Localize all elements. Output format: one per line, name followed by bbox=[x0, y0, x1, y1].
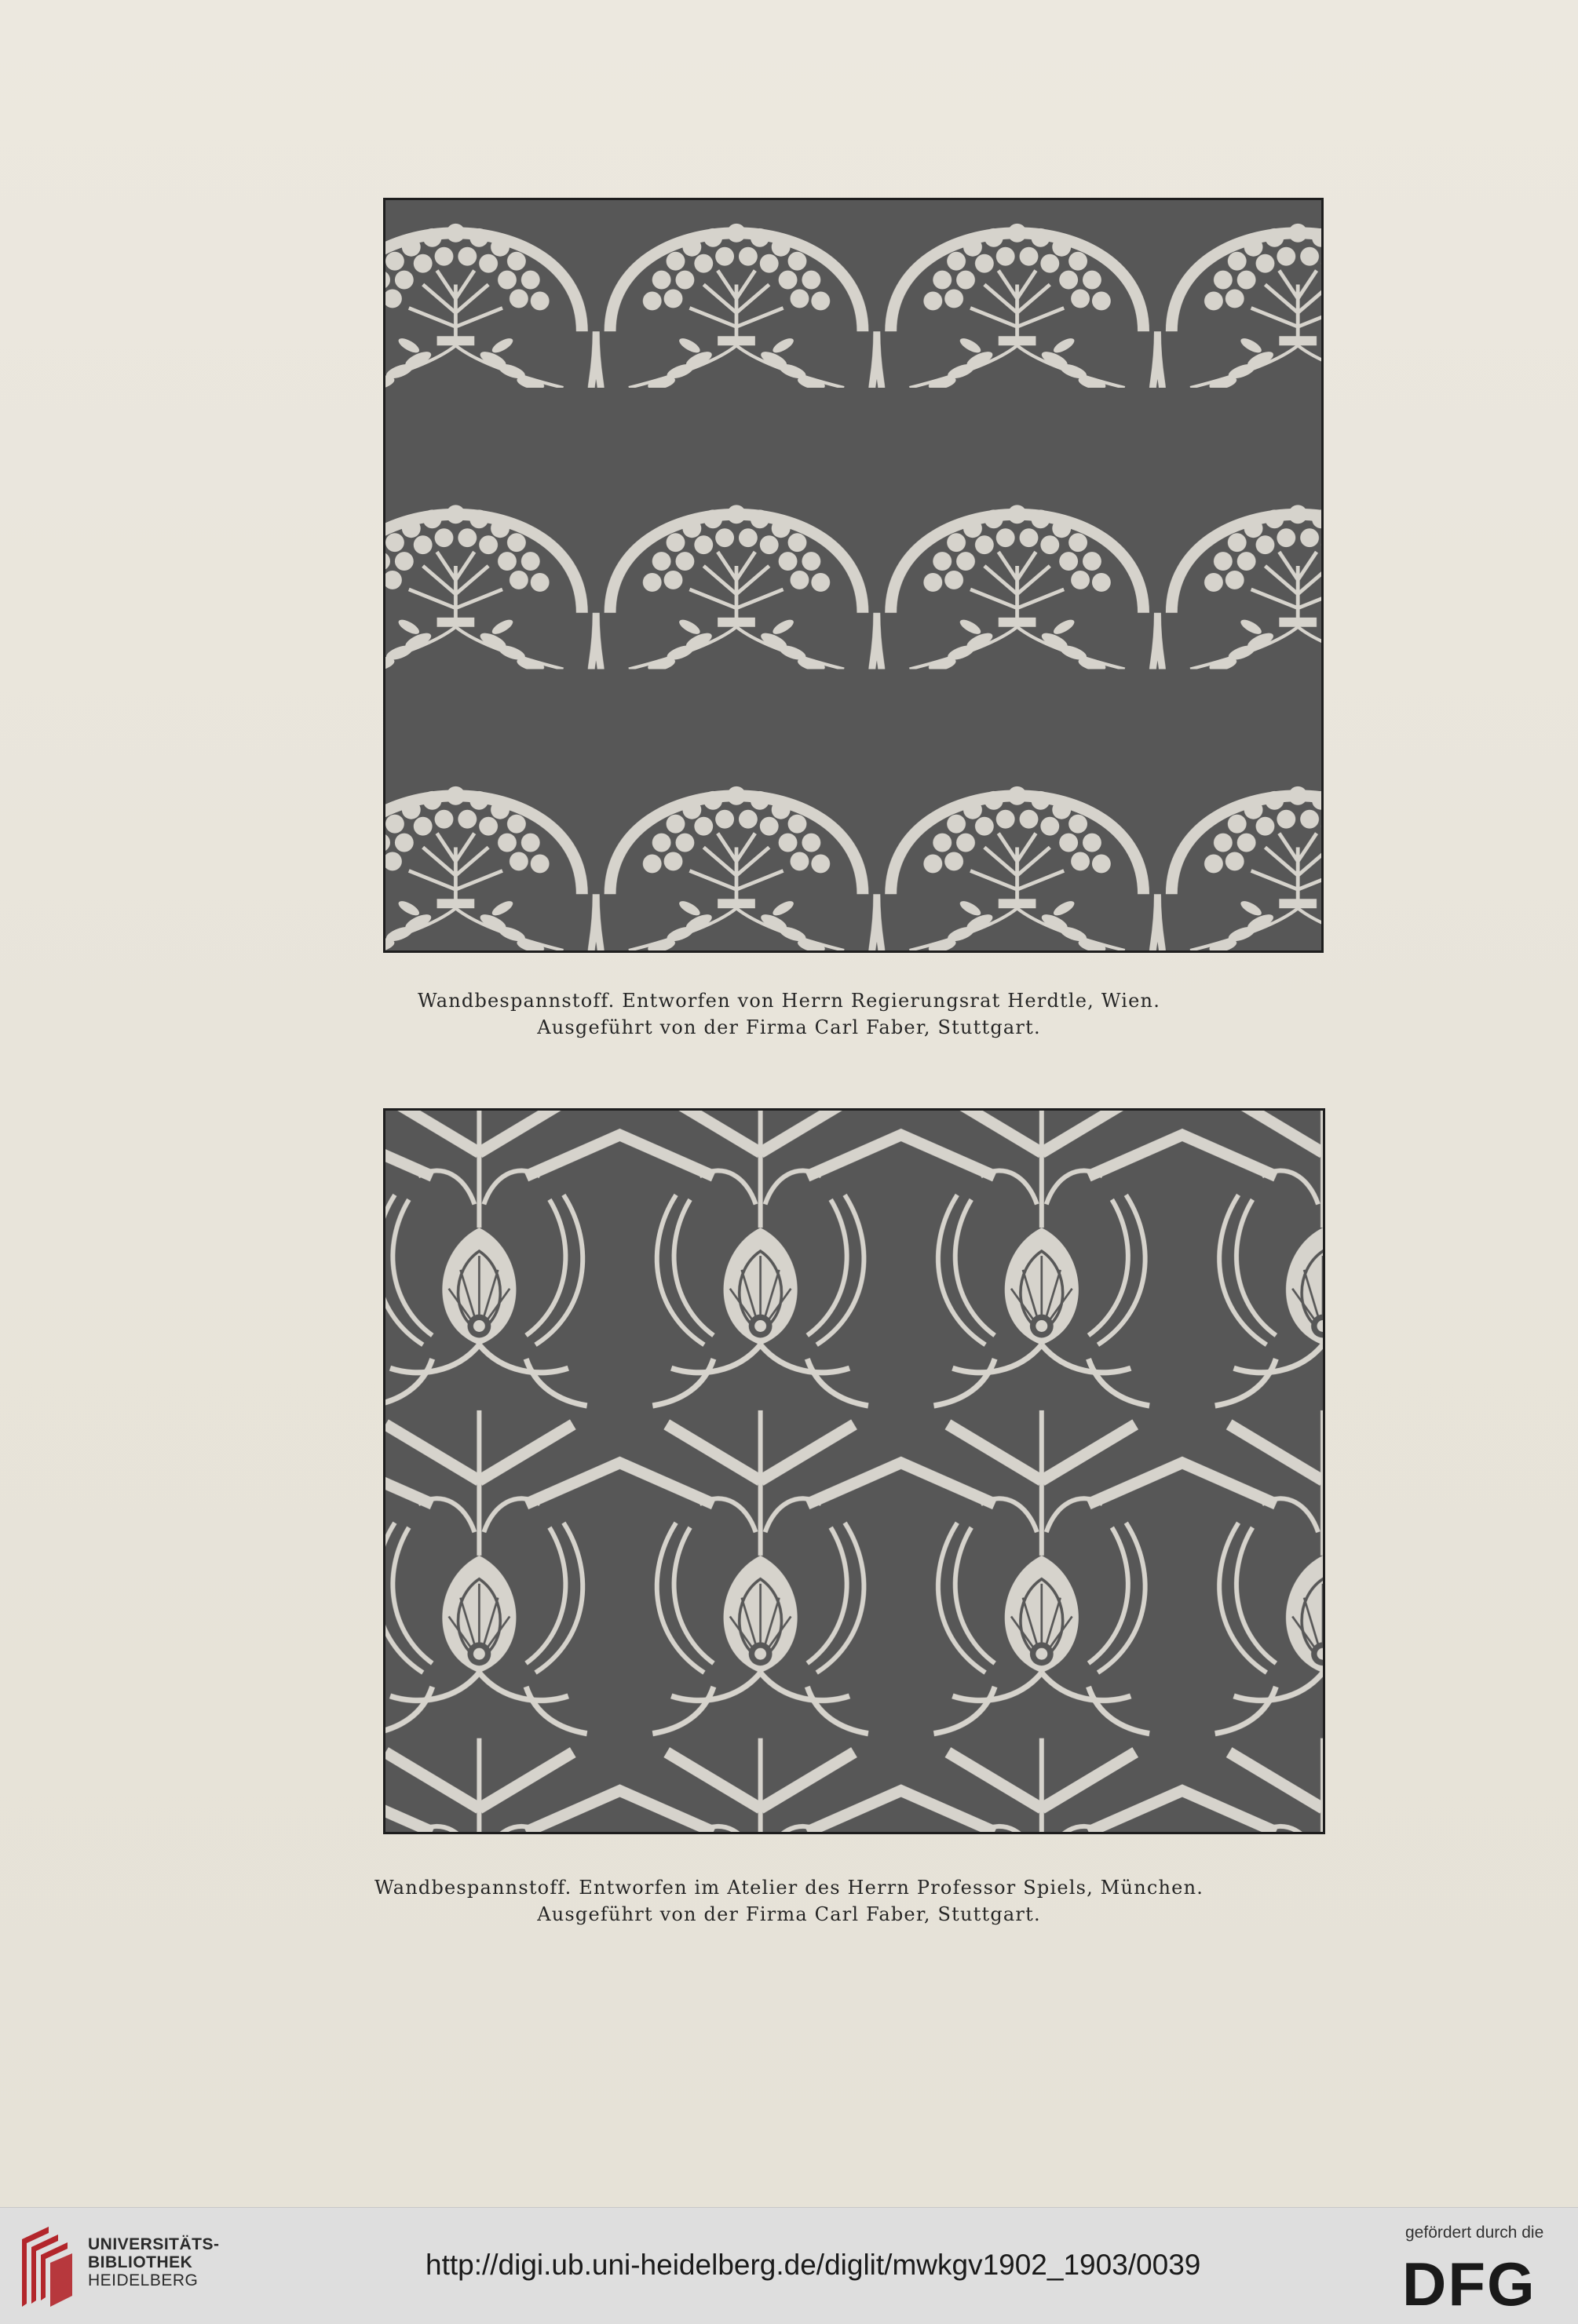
dfg-logo[interactable]: DFG bbox=[1402, 2249, 1536, 2319]
funding-note: gefördert durch die bbox=[1405, 2224, 1544, 2242]
plate-2-caption bbox=[0, 1874, 1578, 1928]
tree-pattern-illustration bbox=[385, 200, 1321, 950]
footer-bar bbox=[0, 2207, 1578, 2324]
fabric-plate-tree-pattern bbox=[383, 198, 1324, 953]
library-name[interactable] bbox=[88, 2235, 220, 2289]
permalink-url[interactable]: http://digi.ub.uni-heidelberg.de/diglit/mwkgv1902_1903/0039 bbox=[426, 2249, 1201, 2281]
library-name-line: BIBLIOTHEK bbox=[88, 2253, 193, 2271]
fabric-plate-peacock-pattern bbox=[383, 1108, 1325, 1834]
caption-line: Wandbespannstoff. Entworfen im Atelier des Herrn Professor Spiels, München. bbox=[374, 1877, 1204, 1899]
plate-1-caption bbox=[0, 987, 1578, 1041]
library-name-line: UNIVERSITÄTS- bbox=[88, 2235, 220, 2253]
library-name-line: HEIDELBERG bbox=[88, 2271, 199, 2289]
caption-line: Ausgeführt von der Firma Carl Faber, Stuttgart. bbox=[537, 1903, 1041, 1925]
caption-line: Ausgeführt von der Firma Carl Faber, Stuttgart. bbox=[537, 1016, 1041, 1038]
caption-line: Wandbespannstoff. Entworfen von Herrn Regierungsrat Herdtle, Wien. bbox=[417, 990, 1161, 1012]
peacock-pattern-illustration bbox=[385, 1111, 1323, 1832]
ub-heidelberg-logo-icon[interactable] bbox=[17, 2225, 75, 2310]
